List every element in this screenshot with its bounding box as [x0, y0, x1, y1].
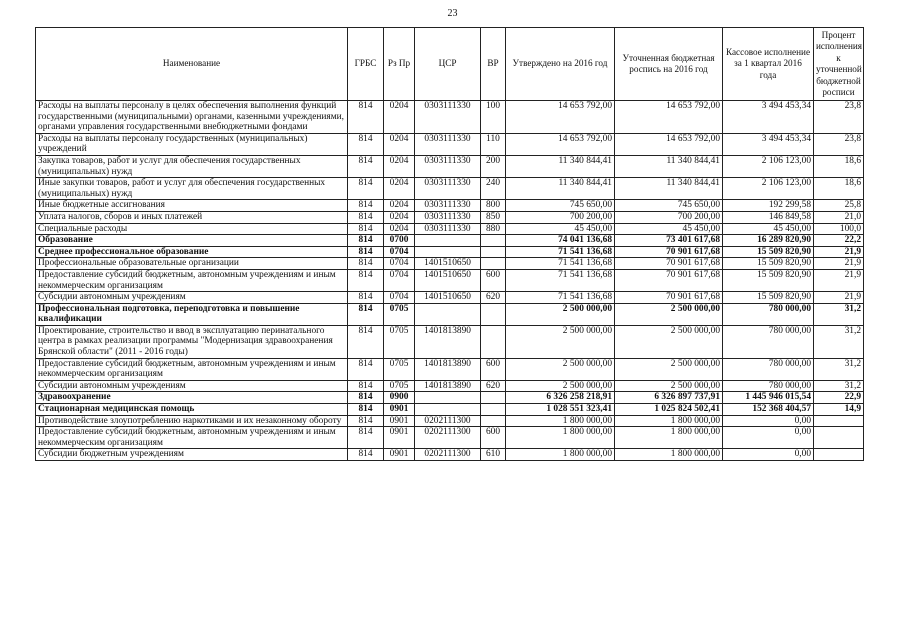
row-csr-cell	[415, 303, 481, 325]
row-approved-cell: 74 041 136,68	[506, 235, 615, 247]
row-executed-cell: 780 000,00	[723, 358, 814, 380]
row-revised-cell: 1 025 824 502,41	[615, 404, 723, 416]
table-row	[36, 178, 864, 200]
table-row	[36, 235, 864, 247]
row-executed-cell: 780 000,00	[723, 380, 814, 392]
row-percent-cell: 21,9	[814, 258, 864, 270]
row-rzpr-cell: 0704	[384, 269, 415, 291]
row-executed-cell: 15 509 820,90	[723, 292, 814, 304]
row-name-cell: Стационарная медицинская помощь	[36, 404, 348, 416]
row-revised-cell: 1 800 000,00	[615, 449, 723, 461]
row-rzpr-cell: 0704	[384, 292, 415, 304]
row-name-cell: Субсидии бюджетным учреждениям	[36, 449, 348, 461]
row-rzpr-cell: 0204	[384, 200, 415, 212]
row-approved-cell: 1 800 000,00	[506, 427, 615, 449]
row-csr-cell: 1401813890	[415, 325, 481, 358]
row-vr-cell: 200	[481, 155, 506, 177]
table-row	[36, 358, 864, 380]
row-revised-cell: 1 800 000,00	[615, 415, 723, 427]
row-revised-cell: 70 901 617,68	[615, 258, 723, 270]
row-executed-cell: 192 299,58	[723, 200, 814, 212]
row-rzpr-cell: 0705	[384, 325, 415, 358]
row-executed-cell: 780 000,00	[723, 325, 814, 358]
row-grbs-cell: 814	[348, 404, 384, 416]
row-rzpr-cell: 0901	[384, 415, 415, 427]
row-rzpr-cell: 0705	[384, 303, 415, 325]
table-header-row	[36, 28, 864, 101]
row-approved-cell: 71 541 136,68	[506, 258, 615, 270]
row-approved-cell: 14 653 792,00	[506, 101, 615, 134]
row-revised-cell: 2 500 000,00	[615, 325, 723, 358]
row-rzpr-cell: 0705	[384, 358, 415, 380]
row-percent-cell	[814, 415, 864, 427]
row-percent-cell: 23,8	[814, 133, 864, 155]
row-csr-cell	[415, 404, 481, 416]
row-rzpr-cell: 0204	[384, 101, 415, 134]
row-percent-cell: 18,6	[814, 155, 864, 177]
row-revised-cell: 14 653 792,00	[615, 101, 723, 134]
row-csr-cell	[415, 246, 481, 258]
row-vr-cell: 850	[481, 211, 506, 223]
row-grbs-cell: 814	[348, 269, 384, 291]
row-vr-cell: 240	[481, 178, 506, 200]
table-row	[36, 101, 864, 134]
row-rzpr-cell: 0705	[384, 380, 415, 392]
row-vr-cell	[481, 392, 506, 404]
row-executed-cell: 45 450,00	[723, 223, 814, 235]
row-approved-cell: 14 653 792,00	[506, 133, 615, 155]
row-rzpr-cell: 0204	[384, 178, 415, 200]
header-grbs: ГРБС	[348, 28, 384, 101]
row-grbs-cell: 814	[348, 292, 384, 304]
row-vr-cell	[481, 246, 506, 258]
row-executed-cell: 152 368 404,57	[723, 404, 814, 416]
row-grbs-cell: 814	[348, 449, 384, 461]
row-name-cell: Предоставление субсидий бюджетным, автономным учреждениям и иным некоммерческим организациям	[36, 427, 348, 449]
row-approved-cell: 1 800 000,00	[506, 415, 615, 427]
row-rzpr-cell: 0900	[384, 392, 415, 404]
row-name-cell: Расходы на выплаты персоналу государственных (муниципальных) учреждений	[36, 133, 348, 155]
row-executed-cell: 146 849,58	[723, 211, 814, 223]
table-row	[36, 211, 864, 223]
row-grbs-cell: 814	[348, 223, 384, 235]
row-vr-cell: 800	[481, 200, 506, 212]
row-percent-cell: 18,6	[814, 178, 864, 200]
row-executed-cell: 15 509 820,90	[723, 269, 814, 291]
table-row	[36, 303, 864, 325]
table-row	[36, 223, 864, 235]
table-body	[36, 101, 864, 461]
row-csr-cell: 0303111330	[415, 211, 481, 223]
row-executed-cell: 1 445 946 015,54	[723, 392, 814, 404]
row-approved-cell: 11 340 844,41	[506, 178, 615, 200]
row-revised-cell: 70 901 617,68	[615, 292, 723, 304]
row-vr-cell	[481, 258, 506, 270]
row-csr-cell: 0303111330	[415, 223, 481, 235]
row-csr-cell: 0303111330	[415, 155, 481, 177]
row-revised-cell: 11 340 844,41	[615, 155, 723, 177]
table-row	[36, 325, 864, 358]
row-revised-cell: 11 340 844,41	[615, 178, 723, 200]
row-revised-cell: 745 650,00	[615, 200, 723, 212]
row-percent-cell: 21,0	[814, 211, 864, 223]
row-executed-cell: 3 494 453,34	[723, 133, 814, 155]
row-vr-cell: 600	[481, 358, 506, 380]
row-rzpr-cell: 0204	[384, 223, 415, 235]
row-grbs-cell: 814	[348, 211, 384, 223]
row-revised-cell: 1 800 000,00	[615, 427, 723, 449]
row-csr-cell: 1401813890	[415, 358, 481, 380]
row-vr-cell: 100	[481, 101, 506, 134]
row-approved-cell: 45 450,00	[506, 223, 615, 235]
row-grbs-cell: 814	[348, 258, 384, 270]
row-vr-cell: 110	[481, 133, 506, 155]
row-vr-cell: 620	[481, 292, 506, 304]
row-percent-cell: 22,2	[814, 235, 864, 247]
row-approved-cell: 2 500 000,00	[506, 380, 615, 392]
row-grbs-cell: 814	[348, 303, 384, 325]
row-executed-cell: 0,00	[723, 415, 814, 427]
row-name-cell: Профессиональная подготовка, переподготовка и повышение квалификации	[36, 303, 348, 325]
row-rzpr-cell: 0204	[384, 211, 415, 223]
table-row	[36, 404, 864, 416]
row-rzpr-cell: 0901	[384, 404, 415, 416]
row-rzpr-cell: 0704	[384, 246, 415, 258]
row-csr-cell: 0303111330	[415, 178, 481, 200]
row-vr-cell: 610	[481, 449, 506, 461]
row-approved-cell: 71 541 136,68	[506, 269, 615, 291]
table-row	[36, 292, 864, 304]
row-csr-cell: 0202111300	[415, 427, 481, 449]
row-csr-cell	[415, 235, 481, 247]
row-grbs-cell: 814	[348, 358, 384, 380]
row-vr-cell	[481, 415, 506, 427]
table-row	[36, 392, 864, 404]
row-grbs-cell: 814	[348, 392, 384, 404]
table-row	[36, 380, 864, 392]
table-row	[36, 415, 864, 427]
row-approved-cell: 1 028 551 323,41	[506, 404, 615, 416]
row-approved-cell: 2 500 000,00	[506, 325, 615, 358]
row-percent-cell: 23,8	[814, 101, 864, 134]
row-revised-cell: 700 200,00	[615, 211, 723, 223]
row-csr-cell: 1401510650	[415, 269, 481, 291]
row-grbs-cell: 814	[348, 235, 384, 247]
row-executed-cell: 2 106 123,00	[723, 155, 814, 177]
row-csr-cell: 1401510650	[415, 258, 481, 270]
row-percent-cell: 22,9	[814, 392, 864, 404]
header-percent: Процент исполнения к уточненной бюджетной росписи	[814, 28, 864, 101]
row-rzpr-cell: 0901	[384, 449, 415, 461]
row-rzpr-cell: 0204	[384, 155, 415, 177]
header-csr: ЦСР	[415, 28, 481, 101]
row-percent-cell: 100,0	[814, 223, 864, 235]
row-approved-cell: 745 650,00	[506, 200, 615, 212]
row-grbs-cell: 814	[348, 200, 384, 212]
row-percent-cell: 31,2	[814, 303, 864, 325]
table-row	[36, 133, 864, 155]
row-percent-cell: 31,2	[814, 380, 864, 392]
row-revised-cell: 45 450,00	[615, 223, 723, 235]
row-approved-cell: 6 326 258 218,91	[506, 392, 615, 404]
row-percent-cell: 21,9	[814, 246, 864, 258]
row-name-cell: Субсидии автономным учреждениям	[36, 292, 348, 304]
row-percent-cell	[814, 449, 864, 461]
row-vr-cell: 880	[481, 223, 506, 235]
row-vr-cell	[481, 404, 506, 416]
row-name-cell: Образование	[36, 235, 348, 247]
row-name-cell: Предоставление субсидий бюджетным, автономным учреждениям и иным некоммерческим организациям	[36, 269, 348, 291]
row-percent-cell: 21,9	[814, 292, 864, 304]
row-grbs-cell: 814	[348, 178, 384, 200]
row-name-cell: Расходы на выплаты персоналу в целях обеспечения выполнения функций государственными (муниципальными) органами, казенными учреждениями, органами управления государственными внебюджетными фондами	[36, 101, 348, 134]
row-name-cell: Предоставление субсидий бюджетным, автономным учреждениям и иным некоммерческим организациям	[36, 358, 348, 380]
row-executed-cell: 0,00	[723, 427, 814, 449]
header-approved: Утверждено на 2016 год	[506, 28, 615, 101]
row-vr-cell	[481, 235, 506, 247]
row-vr-cell: 600	[481, 427, 506, 449]
row-name-cell: Иные закупки товаров, работ и услуг для обеспечения государственных (муниципальных) нужд	[36, 178, 348, 200]
row-vr-cell	[481, 303, 506, 325]
row-executed-cell: 15 509 820,90	[723, 246, 814, 258]
table-row	[36, 155, 864, 177]
row-rzpr-cell: 0704	[384, 258, 415, 270]
row-revised-cell: 6 326 897 737,91	[615, 392, 723, 404]
row-executed-cell: 16 289 820,90	[723, 235, 814, 247]
row-csr-cell: 1401813890	[415, 380, 481, 392]
row-grbs-cell: 814	[348, 155, 384, 177]
row-approved-cell: 2 500 000,00	[506, 358, 615, 380]
row-approved-cell: 700 200,00	[506, 211, 615, 223]
row-grbs-cell: 814	[348, 133, 384, 155]
header-vr: ВР	[481, 28, 506, 101]
row-rzpr-cell: 0700	[384, 235, 415, 247]
row-csr-cell: 0303111330	[415, 133, 481, 155]
page-number: 23	[447, 8, 458, 19]
row-name-cell: Среднее профессиональное образование	[36, 246, 348, 258]
budget-table	[35, 27, 864, 461]
table-row	[36, 246, 864, 258]
row-approved-cell: 11 340 844,41	[506, 155, 615, 177]
row-revised-cell: 2 500 000,00	[615, 380, 723, 392]
row-grbs-cell: 814	[348, 427, 384, 449]
row-executed-cell: 0,00	[723, 449, 814, 461]
row-revised-cell: 70 901 617,68	[615, 269, 723, 291]
row-approved-cell: 71 541 136,68	[506, 246, 615, 258]
row-percent-cell	[814, 427, 864, 449]
row-name-cell: Уплата налогов, сборов и иных платежей	[36, 211, 348, 223]
row-vr-cell: 620	[481, 380, 506, 392]
row-executed-cell: 15 509 820,90	[723, 258, 814, 270]
row-csr-cell	[415, 392, 481, 404]
row-approved-cell: 71 541 136,68	[506, 292, 615, 304]
row-rzpr-cell: 0901	[384, 427, 415, 449]
row-revised-cell: 73 401 617,68	[615, 235, 723, 247]
row-grbs-cell: 814	[348, 380, 384, 392]
row-vr-cell: 600	[481, 269, 506, 291]
row-csr-cell: 0303111330	[415, 200, 481, 212]
row-grbs-cell: 814	[348, 246, 384, 258]
row-percent-cell: 14,9	[814, 404, 864, 416]
row-name-cell: Проектирование, строительство и ввод в эксплуатацию перинатального центра в рамках реализации программы "Модернизация здравоохранения Брянской области" (2011 - 2016 годы)	[36, 325, 348, 358]
table-row	[36, 200, 864, 212]
table-row	[36, 258, 864, 270]
row-percent-cell: 31,2	[814, 325, 864, 358]
row-executed-cell: 780 000,00	[723, 303, 814, 325]
table-row	[36, 427, 864, 449]
row-revised-cell: 14 653 792,00	[615, 133, 723, 155]
row-name-cell: Противодействие злоупотреблению наркотиками и их незаконному обороту	[36, 415, 348, 427]
row-name-cell: Иные бюджетные ассигнования	[36, 200, 348, 212]
row-revised-cell: 2 500 000,00	[615, 358, 723, 380]
header-name: Наименование	[36, 28, 348, 101]
row-vr-cell	[481, 325, 506, 358]
row-rzpr-cell: 0204	[384, 133, 415, 155]
row-grbs-cell: 814	[348, 325, 384, 358]
row-percent-cell: 21,9	[814, 269, 864, 291]
row-grbs-cell: 814	[348, 415, 384, 427]
row-name-cell: Здравоохранение	[36, 392, 348, 404]
row-executed-cell: 2 106 123,00	[723, 178, 814, 200]
row-percent-cell: 31,2	[814, 358, 864, 380]
table-row	[36, 449, 864, 461]
row-csr-cell: 0202111300	[415, 449, 481, 461]
row-csr-cell: 1401510650	[415, 292, 481, 304]
row-executed-cell: 3 494 453,34	[723, 101, 814, 134]
header-rzpr: Рз Пр	[384, 28, 415, 101]
row-name-cell: Закупка товаров, работ и услуг для обеспечения государственных (муниципальных) нужд	[36, 155, 348, 177]
row-approved-cell: 1 800 000,00	[506, 449, 615, 461]
table-row	[36, 269, 864, 291]
header-executed: Кассовое исполнение за 1 квартал 2016 года	[723, 28, 814, 101]
row-name-cell: Специальные расходы	[36, 223, 348, 235]
row-approved-cell: 2 500 000,00	[506, 303, 615, 325]
row-name-cell: Субсидии автономным учреждениям	[36, 380, 348, 392]
row-grbs-cell: 814	[348, 101, 384, 134]
row-revised-cell: 2 500 000,00	[615, 303, 723, 325]
row-csr-cell: 0303111330	[415, 101, 481, 134]
row-csr-cell: 0202111300	[415, 415, 481, 427]
row-name-cell: Профессиональные образовательные организации	[36, 258, 348, 270]
row-revised-cell: 70 901 617,68	[615, 246, 723, 258]
header-revised: Уточненная бюджетная роспись на 2016 год	[615, 28, 723, 101]
row-percent-cell: 25,8	[814, 200, 864, 212]
